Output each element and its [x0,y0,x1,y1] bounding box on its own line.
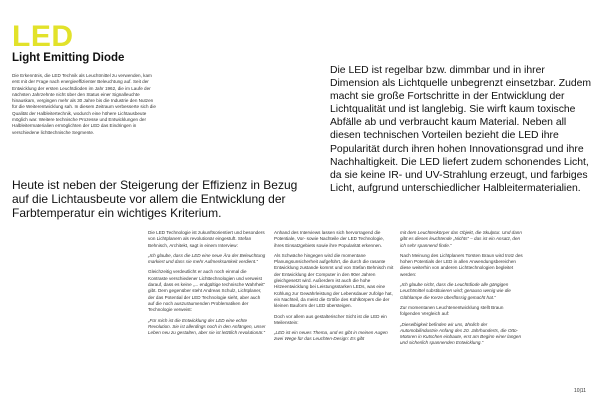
column-paragraph: Nach Meinung des Lichtplaners Torsten Braun wird trotz des hohen Potentials der LED in allen Anwendungsbereichen diese weiterhin von anderen Lichttechnologien begleitet werden: [400,252,523,277]
page-number: 10|11 [573,388,586,394]
lead-paragraph-right: Die LED ist regelbar bzw. dimmbar und in ihrer Dimension als Lichtquelle unbegrenzt einsetzbar. Zudem macht sie große Fortschritte in der Entwicklung der Lichtqualität und ist langlebig. Sie wirft kaum toxische Abfälle ab und verbraucht kaum Material. Neben all diesen technischen Vorteilen bezieht die LED ihre Popularität durch ihren hohen Innovationsgrad und ihre Nachhaltigkeit. Die LED liefert zudem schonendes Licht, da sie keine IR- und UV-Strahlung erzeugt, und farbiges Licht, aufgrund unterschiedlicher Halbleitermaterialien. [330,65,592,194]
body-column-3 [400,230,524,351]
column-quote: „Dieselbigkeit befinden wir uns, ähnlich der Automobilindustrie Anfang des 20. Jahrhunderts, die Otto-Motoren in Kutschen einbaute, erst am Beginn einer langen und sicherlich spannenden Entwicklung.“ [400,321,522,346]
column-quote: „Ich glaube nicht, dass die Leuchtdiode alle gängigen Leuchtmittel substituieren wird; genauso wenig wie die Glühlampe die Kerze überflüssig gemacht hat.“ [400,282,511,300]
body-column-1 [148,230,266,340]
column-paragraph: Die LED Technologie ist zukunftsorientiert und besonders von Lichtplanern als revolutionär eingestuft. Stefan Behnisch, Architekt, sagt in einem Interview: [148,230,265,248]
page-title: LED [12,20,74,53]
column-quote: mit dem Leuchtenkörper das Objekt, die Skulptur. Und dann gibt es dieses leuchtende „Nichts“ – das ist ein Ansatz, den ich sehr spannend finde.“ [400,230,522,248]
column-quote: „Ich glaube, dass die LED eine neue Ära der Beleuchtung markiert und dass sie mehr Aufmerksamkeit verdient.“ [148,252,266,265]
column-paragraph: Doch vor allem aus gestalterischer Sicht ist die LED ein Meilenstein: [274,313,387,325]
column-paragraph: Zur momentanen Leuchtenentwicklung stellt Braun folgenden Vergleich auf: [400,304,504,317]
column-paragraph: Gleichzeitig verdeutlicht er auch noch einmal die Kontraste verschiedener Lichttechnologien und verweist darauf, dass es keine „... endgültige technische Wahrheit“ gibt. Dem gegenüber steht Andreas Schulz, Lichtplaner, der das Potential der LED Technologie sieht, aber auch auf die noch auszuräumenden Problematiken der Technologie verweist: [148,269,266,313]
column-quote: „Für mich ist die Entwicklung der LED eine echte Revolution. Sie ist allerdings noch in den Anfängen, unser Leben neu zu gestalten, aber sie ist letztlich revolutionär.“ [148,317,266,336]
column-quote: „LED ist ein neues Thema, und es gibt in meinen Augen zwei Wege für das Leuchten-Design: Es gibt [274,330,388,342]
lead-paragraph-left: Heute ist neben der Steigerung der Effizienz in Bezug auf die Lichtausbeute vor allem die Entwicklung der Farbtemperatur ein wichtiges Kriterium. [12,178,298,221]
column-paragraph: Als Schwäche hingegen wird die momentane Planungsunsicherheit aufgeführt, die durch die rasante Entwicklung zustande kommt und von Stefan Behnisch mit der Entwicklung der Computer in den 90er Jahren gleichgesetzt wird. Außerdem ist auch die hohe Hitzeentwicklung bei Leistungsstarken LEDs, was eine Kühlung zur Gewährleistung der Lebensdauer zufolge hat, ein Nachteil, da meist die Größe des Kühlkörpers die der kleinen Bauform der LED übersteigen. [274,252,394,309]
body-column-2 [274,230,394,347]
column-paragraph: Anhand des Interviews lassen sich hervorragend die Potentiale, Vor- sowie Nachteile der LED Technologie, ihres Einsatzgebiets sowie ihre Popularität erkennen. [274,230,384,248]
page-subtitle: Light Emitting Diode [12,52,125,64]
intro-paragraph: Die Erkenntnis, die LED Technik als Leuchtmittel zu verwenden, kam erst mit der Frage nach energieeffizienter Beleuchtung auf. Seit der Entwicklung der ersten Leuchtdioden im Jahr 1962, die im Laufe der nächsten Jahrzehnte nicht über den Status einer Signalleuchte hinauskam, vergingen mehr als 30 Jahre bis die Industrie den Nutzen für die Weiterentwicklung sah. In diesem Zeitraum verbesserte sich die Qualität der Halbleitertechnik, wodurch eine höhere Lichtausbeute möglich war. Weitere technische Prozesse und Entwicklungen der Halbleitermaterialien ermöglichten der LED das Eindringen in verschiedene lichttechnische Segmente. [12,73,156,135]
